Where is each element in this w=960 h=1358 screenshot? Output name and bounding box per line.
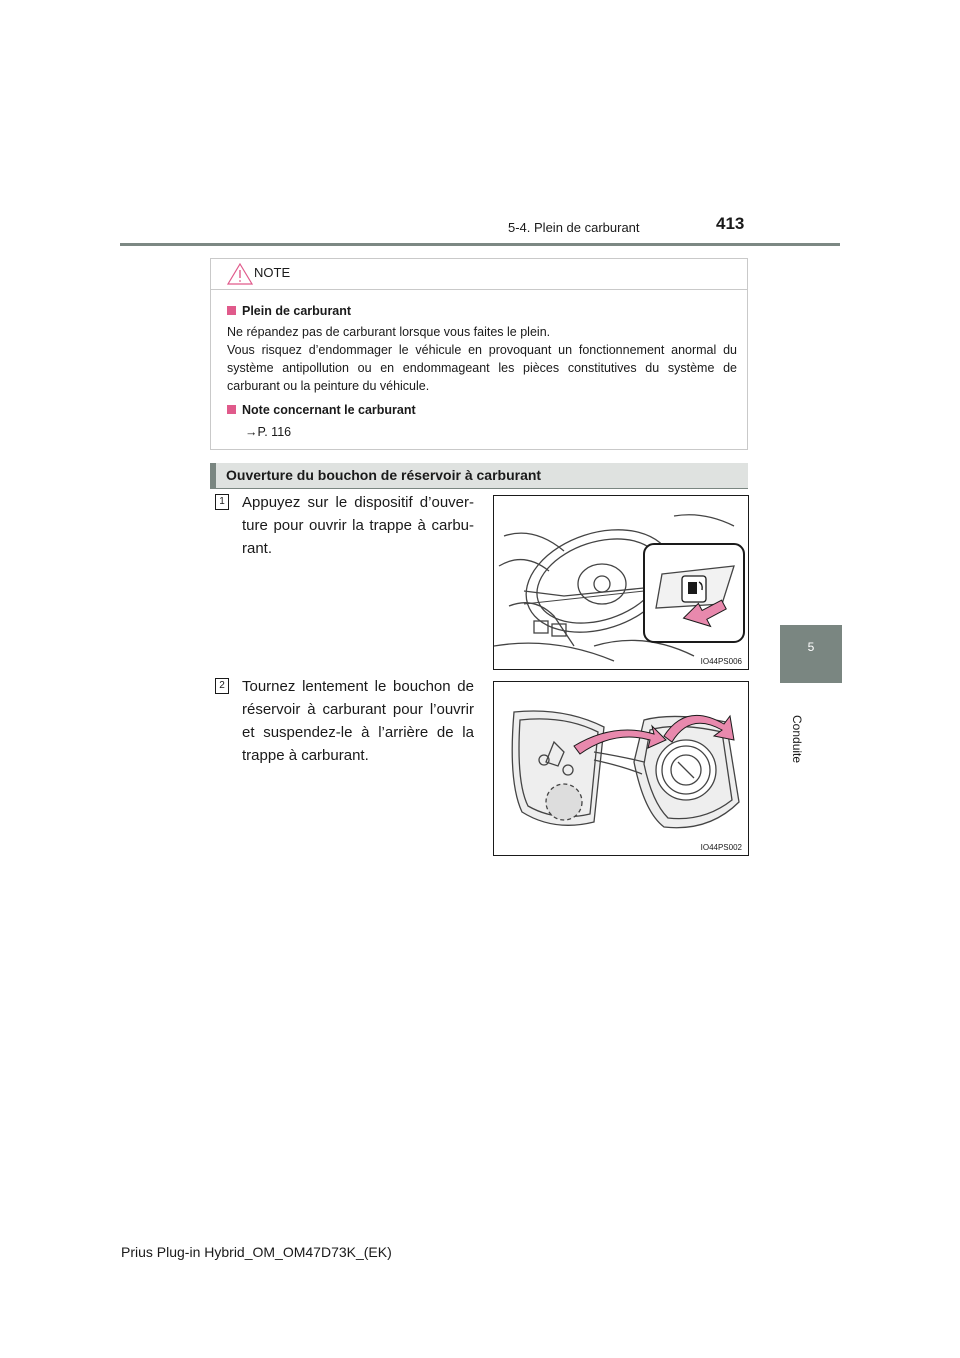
note-paragraph: Ne répandez pas de carburant lorsque vous faites le plein. <box>227 325 551 339</box>
fuel-cap-illustration <box>493 681 749 856</box>
page-reference: →P. 116 <box>245 425 292 439</box>
warning-triangle-icon <box>227 263 253 285</box>
chapter-tab <box>780 625 842 683</box>
note-header <box>211 259 747 290</box>
step-number-1: 1 <box>215 494 229 510</box>
section-title-bar <box>210 463 748 489</box>
note-title: NOTE <box>254 265 291 280</box>
image-code: IO44PS002 <box>700 843 742 852</box>
fuel-cap-removal-illustration <box>494 682 749 856</box>
fuel-door-opener-illustration <box>493 495 749 670</box>
chapter-tab-number: 5 <box>807 640 815 654</box>
chapter-tab-label: Conduite <box>790 715 804 764</box>
page-number: 413 <box>716 214 745 233</box>
note-paragraph: Vous risquez d’endommager le véhicule en provoquant un fonctionnement anormal du système antipollution ou en endommageant les pièces constitutives du système de carburant ou la peinture du véhicule. <box>227 343 737 393</box>
step-1-text: Appuyez sur le dispositif d’ouver-ture pour ouvrir la trappe à carbu-rant. <box>242 494 474 557</box>
section-title: Ouverture du bouchon de réservoir à carburant <box>226 467 542 483</box>
section-bar-accent <box>210 463 216 488</box>
pink-square-bullet-icon <box>227 306 236 315</box>
note-item-heading: Plein de carburant <box>227 302 737 320</box>
pink-square-bullet-icon <box>227 405 236 414</box>
note-box <box>210 258 748 450</box>
step-2-text: Tournez lentement le bouchon de réservoir à carburant pour l’ouvrir et suspendez-le à l’arrière de la trappe à carburant. <box>242 678 474 764</box>
image-code: IO44PS006 <box>700 657 742 666</box>
note-body <box>211 290 747 441</box>
step-number-2: 2 <box>215 678 229 694</box>
footer-model-code: Prius Plug-in Hybrid_OM_OM47D73K_(EK) <box>121 1244 392 1260</box>
dashboard-steering-wheel-illustration <box>494 496 749 670</box>
header-rule <box>120 243 840 246</box>
note-item-heading: Note concernant le carburant <box>227 401 737 419</box>
header-section: 5-4. Plein de carburant <box>508 220 640 235</box>
